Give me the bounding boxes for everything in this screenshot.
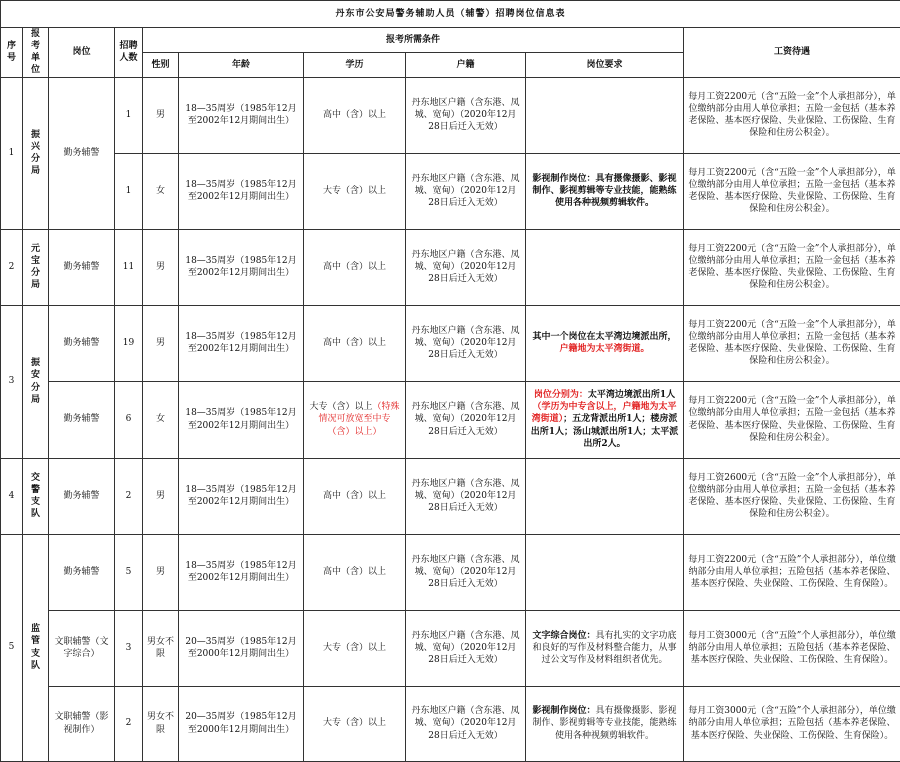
age-cell: 18—35周岁（1985年12月至2002年12月期间出生）	[179, 77, 304, 153]
salary-cell: 每月工资2200元（含“五险一金”个人承担部分），单位缴纳部分由用人单位承担；五险一金包括（基本养老保险、基本医疗保险、失业保险、工伤保险、生育保险和住房公积金）。	[684, 305, 900, 381]
age-cell: 20—35周岁（1985年12月至2000年12月期间出生）	[179, 610, 304, 686]
requirement-highlight: 岗位分别为：	[534, 390, 588, 400]
gender-cell: 男	[143, 534, 179, 610]
education-cell: 高中（含）以上	[304, 229, 406, 305]
age-cell: 18—35周岁（1985年12月至2002年12月期间出生）	[179, 153, 304, 229]
salary-cell: 每月工资3000元（含“五险”个人承担部分），单位缴纳部分由用人单位承担；五险包括（基本养老保险、基本医疗保险、失业保险、工伤保险、生育保险）。	[684, 686, 900, 761]
group-seq: 5	[1, 534, 23, 761]
count-cell: 11	[115, 229, 143, 305]
count-cell: 5	[115, 534, 143, 610]
requirement-cell	[526, 610, 684, 686]
position-cell: 勤务辅警	[49, 534, 115, 610]
table-row	[1, 305, 900, 381]
table-row	[1, 229, 900, 305]
count-cell: 1	[115, 77, 143, 153]
education-cell: 高中（含）以上	[304, 305, 406, 381]
hukou-cell: 丹东地区户籍（含东港、凤城、宽甸）（2020年12月28日后迁入无效）	[406, 153, 526, 229]
hukou-cell: 丹东地区户籍（含东港、凤城、宽甸）（2020年12月28日后迁入无效）	[406, 229, 526, 305]
education-cell: 大专（含）以上	[304, 610, 406, 686]
header-hukou: 户籍	[406, 52, 526, 77]
salary-cell: 每月工资2200元（含“五险一金”个人承担部分），单位缴纳部分由用人单位承担；五险一金包括（基本养老保险、基本医疗保险、失业保险、工伤保险、生育保险和住房公积金）。	[684, 153, 900, 229]
gender-cell: 男	[143, 305, 179, 381]
requirement-text: 太平湾边境派出所1人	[588, 390, 675, 400]
table-row	[1, 77, 900, 153]
age-cell: 18—35周岁（1985年12月至2002年12月期间出生）	[179, 305, 304, 381]
education-cell: 大专（含）以上	[304, 686, 406, 761]
age-cell: 18—35周岁（1985年12月至2002年12月期间出生）	[179, 534, 304, 610]
gender-cell: 男	[143, 77, 179, 153]
education-highlight: （特殊情况可放宽至中专（含）以上）	[318, 402, 399, 436]
requirement-cell	[526, 686, 684, 761]
education-cell: 大专（含）以上	[304, 153, 406, 229]
salary-cell: 每月工资2200元（含“五险一金”个人承担部分），单位缴纳部分由用人单位承担；五险一金包括（基本养老保险、基本医疗保险、失业保险、工伤保险、生育保险和住房公积金）。	[684, 77, 900, 153]
header-gender: 性别	[143, 52, 179, 77]
header-unit: 报考单位	[23, 28, 49, 78]
group-seq: 1	[1, 77, 23, 229]
education-cell: 高中（含）以上	[304, 77, 406, 153]
gender-cell: 女	[143, 153, 179, 229]
position-cell: 文职辅警（文字综合）	[49, 610, 115, 686]
group-unit: 振兴分局	[23, 77, 49, 229]
count-cell: 3	[115, 610, 143, 686]
count-cell: 1	[115, 153, 143, 229]
position-cell: 勤务辅警	[49, 381, 115, 458]
requirement-cell	[526, 77, 684, 153]
requirement-highlight-2: （学历为中专含以上，户籍地为太平湾街道）	[532, 402, 677, 424]
salary-cell: 每月工资2200元（含“五险一金”个人承担部分），单位缴纳部分由用人单位承担；五险一金包括（基本养老保险、基本医疗保险、失业保险、工伤保险、生育保险和住房公积金）。	[684, 229, 900, 305]
hukou-cell: 丹东地区户籍（含东港、凤城、宽甸）（2020年12月28日后迁入无效）	[406, 534, 526, 610]
requirement-cell: 影视制作岗位：具有摄像摄影、影视制作、影视剪辑等专业技能，能熟练使用各种视频剪辑软件。	[526, 153, 684, 229]
age-cell: 18—35周岁（1985年12月至2002年12月期间出生）	[179, 229, 304, 305]
position-cell: 文职辅警（影视制作）	[49, 686, 115, 761]
gender-cell: 男	[143, 229, 179, 305]
requirement-cell	[526, 534, 684, 610]
hukou-cell: 丹东地区户籍（含东港、凤城、宽甸）（2020年12月28日后迁入无效）	[406, 610, 526, 686]
requirement-cell	[526, 229, 684, 305]
requirement-label: 影视制作岗位：	[532, 706, 595, 716]
header-requirement: 岗位要求	[526, 52, 684, 77]
hukou-cell: 丹东地区户籍（含东港、凤城、宽甸）（2020年12月28日后迁入无效）	[406, 381, 526, 458]
table-row	[1, 686, 900, 761]
table-title: 丹东市公安局警务辅助人员（辅警）招聘岗位信息表	[1, 1, 900, 28]
requirement-cell	[526, 381, 684, 458]
group-seq: 3	[1, 305, 23, 458]
count-cell: 2	[115, 686, 143, 761]
position-cell: 勤务辅警	[49, 229, 115, 305]
position-cell: 勤务辅警	[49, 305, 115, 381]
position-cell: 勤务辅警	[49, 458, 115, 534]
table-row	[1, 153, 900, 229]
header-count: 招聘人数	[115, 28, 143, 78]
group-unit: 元宝分局	[23, 229, 49, 305]
header-salary: 工资待遇	[684, 28, 900, 78]
education-cell	[304, 381, 406, 458]
age-cell: 18—35周岁（1985年12月至2002年12月期间出生）	[179, 458, 304, 534]
count-cell: 19	[115, 305, 143, 381]
gender-cell: 男	[143, 458, 179, 534]
hukou-cell: 丹东地区户籍（含东港、凤城、宽甸）（2020年12月28日后迁入无效）	[406, 458, 526, 534]
requirement-cell	[526, 458, 684, 534]
education-cell: 高中（含）以上	[304, 458, 406, 534]
group-unit: 交警支队	[23, 458, 49, 534]
header-seq: 序号	[1, 28, 23, 78]
salary-cell: 每月工资2200元（含“五险”个人承担部分），单位缴纳部分由用人单位承担；五险包括（基本养老保险、基本医疗保险、失业保险、工伤保险、生育保险）。	[684, 534, 900, 610]
table-row	[1, 381, 900, 458]
position-cell: 勤务辅警	[49, 77, 115, 229]
age-cell: 18—35周岁（1985年12月至2002年12月期间出生）	[179, 381, 304, 458]
salary-cell: 每月工资3000元（含“五险”个人承担部分），单位缴纳部分由用人单位承担；五险包括（基本养老保险、基本医疗保险、失业保险、工伤保险、生育保险）。	[684, 610, 900, 686]
requirement-text: 具有扎实的文字功底和良好的写作及材料整合能力，从事过公文写作及材料组织者优先。	[532, 631, 676, 665]
header-education: 学历	[304, 52, 406, 77]
hukou-cell: 丹东地区户籍（含东港、凤城、宽甸）（2020年12月28日后迁入无效）	[406, 77, 526, 153]
requirement-label: 文字综合岗位：	[532, 631, 595, 641]
requirement-text: 具有摄像摄影、影视制作、影视剪辑等专业技能，能熟练使用各种视频剪辑软件。	[532, 706, 676, 740]
salary-cell: 每月工资2600元（含“五险一金”个人承担部分），单位缴纳部分由用人单位承担；五险一金包括（基本养老保险、基本医疗保险、失业保险、工伤保险、生育保险和住房公积金）。	[684, 458, 900, 534]
group-seq: 4	[1, 458, 23, 534]
requirement-text: 其中一个岗位在太平湾边境派出所，	[532, 332, 676, 342]
requirement-cell	[526, 305, 684, 381]
gender-cell: 女	[143, 381, 179, 458]
gender-cell: 男女不限	[143, 610, 179, 686]
age-cell: 20—35周岁（1985年12月至2000年12月期间出生）	[179, 686, 304, 761]
table-row	[1, 610, 900, 686]
group-unit: 监管支队	[23, 534, 49, 761]
count-cell: 2	[115, 458, 143, 534]
hukou-cell: 丹东地区户籍（含东港、凤城、宽甸）（2020年12月28日后迁入无效）	[406, 686, 526, 761]
table-row	[1, 458, 900, 534]
header-conditions: 报考所需条件	[143, 28, 684, 53]
group-seq: 2	[1, 229, 23, 305]
gender-cell: 男女不限	[143, 686, 179, 761]
hukou-cell: 丹东地区户籍（含东港、凤城、宽甸）（2020年12月28日后迁入无效）	[406, 305, 526, 381]
salary-cell: 每月工资2200元（含“五险一金”个人承担部分），单位缴纳部分由用人单位承担；五险一金包括（基本养老保险、基本医疗保险、失业保险、工伤保险、生育保险和住房公积金）。	[684, 381, 900, 458]
header-age: 年龄	[179, 52, 304, 77]
table-row	[1, 534, 900, 610]
education-text: 大专（含）以上	[309, 402, 372, 412]
requirement-highlight: 户籍地为太平湾街道。	[559, 344, 649, 354]
header-position: 岗位	[49, 28, 115, 78]
count-cell: 6	[115, 381, 143, 458]
requirement-text-2: ；五龙背派出所1人；楼房派出所1人；汤山城派出所1人；太平派出所2人。	[531, 414, 679, 448]
group-unit: 振安分局	[23, 305, 49, 458]
education-cell: 高中（含）以上	[304, 534, 406, 610]
